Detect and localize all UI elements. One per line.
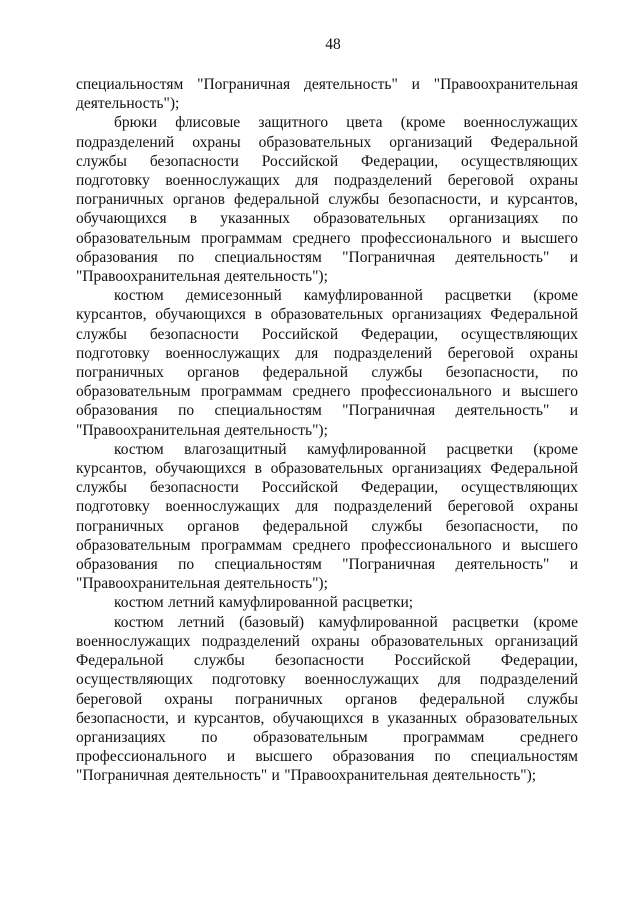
document-body (76, 75, 578, 786)
paragraph-continuation: специальностям "Пограничная деятельность" и "Правоохранительная деятельность"); (76, 76, 578, 113)
paragraph-waterproof-suit: костюм влагозащитный камуфлированной расцветки (кроме курсантов, обучающихся в образовательных организациях Федеральной службы безопасности Российской Федерации, осуществляющих подготовку военнослужащих для подразделений береговой охраны пограничных органов федеральной службы безопасности, по образовательным программам среднего профессионального и высшего образования по специальностям "Пограничная деятельность" и "Правоохранительная деятельность"); (76, 440, 578, 593)
paragraph-summer-basic-suit: костюм летний (базовый) камуфлированной расцветки (кроме военнослужащих подразделений охраны образовательных организаций Федеральной службы безопасности Российской Федерации, осуществляющих подготовку военнослужащих для подразделений береговой охраны пограничных органов федеральной службы безопасности, и курсантов, обучающихся в указанных образовательных организациях по образовательным программам среднего профессионального и высшего образования по специальностям "Пограничная деятельность" и "Правоохранительная деятельность"); (76, 613, 578, 785)
page-number: 48 (325, 36, 341, 53)
paragraph-demi-season-suit: костюм демисезонный камуфлированной расцветки (кроме курсантов, обучающихся в образовательных организациях Федеральной службы безопасности Российской Федерации, осуществляющих подготовку военнослужащих для подразделений береговой охраны пограничных органов федеральной службы безопасности, по образовательным программам среднего профессионального и высшего образования по специальностям "Пограничная деятельность" и "Правоохранительная деятельность"); (76, 287, 578, 439)
paragraph-fleece-trousers: брюки флисовые защитного цвета (кроме военнослужащих подразделений охраны образовательных организаций Федеральной службы безопасности Российской Федерации, осуществляющих подготовку военнослужащих для подразделений береговой охраны пограничных органов федеральной службы безопасности, и курсантов, обучающихся в указанных образовательных организациях по образовательным программам среднего профессионального и высшего образования по специальностям "Пограничная деятельность" и "Правоохранительная деятельность"); (76, 114, 578, 286)
paragraph-summer-suit: костюм летний камуфлированной расцветки; (114, 594, 414, 612)
